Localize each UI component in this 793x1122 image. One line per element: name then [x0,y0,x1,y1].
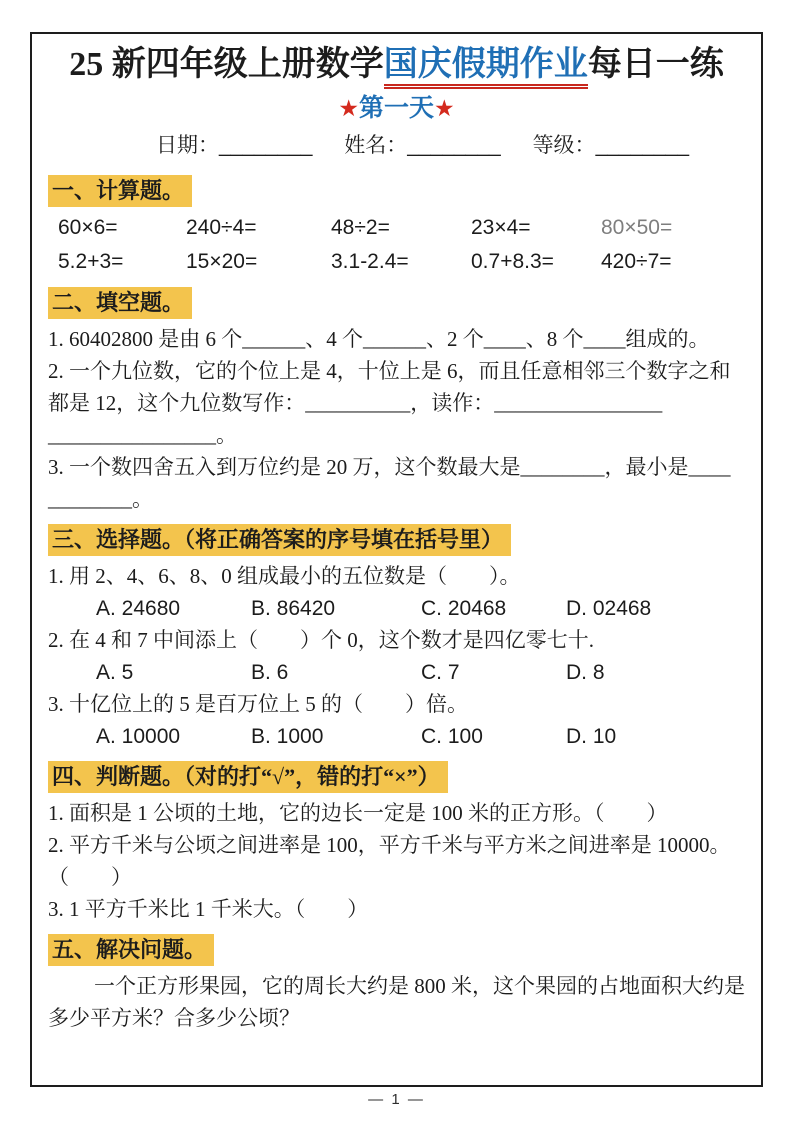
section-fill-blank [48,279,745,515]
grade-label: 等级： [532,134,596,157]
question-line: 2. 在 4 和 7 中间添上（ ）个 0，这个数才是四亿零七十. [48,628,594,652]
section-calculation [48,167,745,279]
section-word-problem [48,926,745,1034]
calc-expression: 0.7+8.3= [471,250,554,273]
calc-expression: 15×20= [186,250,258,273]
section-heading-multiple-choice: 三、选择题。（将正确答案的序号填在括号里） [48,524,511,556]
question-line: 多少平方米？合多少公顷？ [48,1006,300,1030]
calc-expression: 60×6= [58,216,118,239]
question-line: 1. 60402800 是由 6 个______、4 个______、2 个____、8 个____组成的。 [48,327,710,351]
section-heading-calculation: 一、计算题。 [48,175,192,207]
calc-expression: 5.2+3= [58,250,124,273]
option-item: B. 6 [251,661,289,684]
question-line: 一个正方形果园，它的周长大约是 800 米，这个果园的占地面积大约是 [94,974,745,998]
section-heading-fill-blank: 二、填空题。 [48,287,192,319]
calc-expression: 240÷4= [186,216,257,239]
worksheet-border-box [30,32,763,1087]
section-heading-true-false: 四、判断题。（对的打“√”，错的打“×”） [48,761,448,793]
option-item: D. 8 [566,661,605,684]
question-line: 2. 平方千米与公顷之间进率是 100，平方千米与平方米之间进率是 10000。 [48,833,731,857]
name-blank: ________ [407,134,501,157]
day-label: 第一天 [358,95,434,122]
question-line: 都是 12，这个九位数写作：__________，读作：________________ [48,391,663,415]
section-true-false [48,753,745,925]
question-line: （ ） [48,865,132,889]
calc-expression: 48÷2= [331,216,390,239]
calc-row [48,245,745,279]
question-line: 1. 面积是 1 公顷的土地，它的边长一定是 100 米的正方形。（ ） [48,801,668,825]
calc-row [48,211,745,245]
name-label: 姓名： [344,134,408,157]
option-row [48,657,745,688]
date-blank: ________ [219,134,313,157]
title-suffix: 每日一练 [587,46,724,83]
option-item: A. 10000 [96,725,181,748]
question-line: ________________。 [48,423,237,447]
option-item: D. 10 [566,725,617,748]
date-label: 日期： [156,134,219,157]
grade-blank: ________ [595,134,689,157]
calc-expression: 3.1-2.4= [331,250,409,273]
calc-expression: 23×4= [471,216,531,239]
option-row [48,721,745,752]
section-multiple-choice [48,516,745,752]
star-icon: ★ [434,95,455,121]
question-line: ________。 [48,487,153,511]
calc-expression: 420÷7= [601,250,672,273]
page-number: — 1 — [368,1091,425,1108]
option-item: C. 100 [421,725,483,748]
day-banner [48,92,745,125]
section-heading-word-problem: 五、解决问题。 [48,934,214,966]
header-fields [156,131,745,161]
option-item: A. 24680 [96,597,181,620]
question-line: 3. 十亿位上的 5 是百万位上 5 的（ ）倍。 [48,692,468,716]
question-line: 3. 一个数四舍五入到万位约是 20 万，这个数最大是________，最小是____ [48,455,731,479]
title-highlight: 国庆假期作业 [384,46,588,89]
worksheet-title [48,40,745,90]
question-line: 2. 一个九位数，它的个位上是 4，十位上是 6，而且任意相邻三个数字之和 [48,359,731,383]
option-item: D. 02468 [566,597,652,620]
option-item: B. 1000 [251,725,324,748]
calc-expression: 80×50= [601,216,673,239]
option-item: C. 7 [421,661,460,684]
option-item: B. 86420 [251,597,336,620]
star-icon: ★ [338,95,359,121]
title-prefix: 25 新四年级上册数学 [69,46,384,83]
option-item: A. 5 [96,661,134,684]
question-line: 1. 用 2、4、6、8、0 组成最小的五位数是（ ）。 [48,564,521,588]
option-row [48,593,745,624]
question-line: 3. 1 平方千米比 1 千米大。（ ） [48,897,369,921]
option-item: C. 20468 [421,597,507,620]
